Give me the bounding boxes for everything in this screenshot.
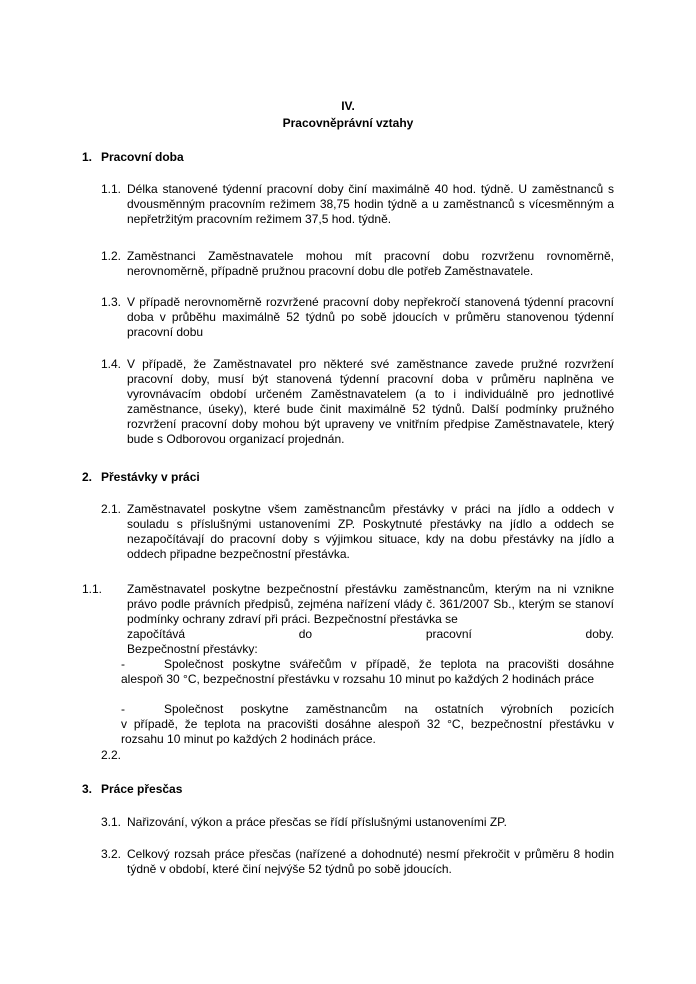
item-number: 3.1. bbox=[101, 815, 122, 829]
bullet-rest: v případě, že teplota na pracovišti dosáhne alespoň 32 °C, bezpečnostní přestávku v rozsahu 10 minut po každých 2 hodinách práce. bbox=[121, 717, 614, 746]
item-number: 2.1. bbox=[101, 502, 122, 516]
split-word: pracovní bbox=[425, 627, 472, 641]
bullet-dash: - bbox=[121, 702, 125, 716]
bullet-dash: - bbox=[121, 657, 125, 671]
item-text: V případě nerovnoměrně rozvržené pracovní doby nepřekročí stanovená týdenní pracovní doba v průběhu maximálně 52 týdnů po sobě jdoucích v průměru stanovenou týdenní pracovní dobu bbox=[127, 295, 614, 339]
section-title: Pracovní doba bbox=[101, 150, 184, 164]
bullet-rest: alespoň 30 °C, bezpečnostní přestávku v rozsahu 10 minut po každých 2 hodinách práce bbox=[121, 672, 595, 686]
item-text: Zaměstnavatel poskytne všem zaměstnancům přestávky v práci na jídlo a oddech v souladu s příslušnými ustanoveními ZP. Poskytnuté přestávky na jídlo a oddech se nezapočítávají do pracovní doby s výjimkou situace, kdy na dobu přestávky na jídlo a oddech připadne bezpečnostní přestávka. bbox=[127, 502, 614, 561]
item-text: V případě, že Zaměstnavatel pro některé své zaměstnance zavede pružné rozvržení pracovní doby, musí být stanovená týdenní pracovní doba v průměru naplněna ve vyrovnávacím období určeném Zaměstnavatelem (a to i individuálně pro jednotlivé zaměstnance, úseky), které bude činit maximálně 52 týdnů. Další podmínky pružného rozvržení pracovní doby mohou být upraveny ve vnitřním předpise Zaměstnavatele, který bude s Odborovou organizací projednán. bbox=[127, 357, 614, 446]
split-word: do bbox=[298, 627, 313, 641]
item-text: Nařizování, výkon a práce přesčas se řídí příslušnými ustanoveními ZP. bbox=[127, 815, 507, 829]
bullets-heading: Bezpečnostní přestávky: bbox=[127, 642, 258, 656]
item-number: 1.2. bbox=[101, 249, 122, 263]
item-number: 1.1. bbox=[101, 182, 122, 196]
split-word: započítává bbox=[127, 627, 186, 641]
chapter-title: Pracovněprávní vztahy bbox=[282, 116, 414, 130]
item-text: Celkový rozsah práce přesčas (nařízené a dohodnuté) nesmí překročit v průměru 8 hodin týdně v období, které činí nejvýše 52 týdnů po sobě jdoucích. bbox=[127, 847, 614, 876]
section-number: 1. bbox=[82, 150, 93, 164]
section-number: 3. bbox=[82, 782, 93, 796]
section-number: 2. bbox=[82, 470, 93, 484]
item-number: 1.3. bbox=[101, 295, 122, 309]
split-word: doby. bbox=[585, 627, 615, 641]
item-number: 2.2. bbox=[101, 748, 122, 762]
chapter-number: IV. bbox=[341, 99, 355, 113]
bullet-first-line: Společnost poskytne svářečům v případě, že teplota na pracovišti dosáhne bbox=[164, 657, 614, 671]
item-text: Zaměstnanci Zaměstnavatele mohou mít pracovní dobu rozvrženu rovnoměrně, nerovnoměrně, případně pružnou pracovní dobu dle potřeb Zaměstnavatele. bbox=[127, 249, 614, 278]
item-number: 1.4. bbox=[101, 357, 122, 371]
section-title: Přestávky v práci bbox=[101, 470, 200, 484]
item-number: 3.2. bbox=[101, 847, 122, 861]
item-number: 1.1. bbox=[82, 582, 103, 596]
bullet-first-line: Společnost poskytne zaměstnancům na ostatních výrobních pozicích bbox=[164, 702, 614, 716]
item-text: Zaměstnavatel poskytne bezpečnostní přestávku zaměstnancům, kterým na ni vznikne právo podle právních předpisů, zejména nařízení vlády č. 361/2007 Sb., kterým se stanoví podmínky ochrany zdraví při práci. Bezpečnostní přestávka se bbox=[127, 582, 614, 626]
item-text: Délka stanovené týdenní pracovní doby činí maximálně 40 hod. týdně. U zaměstnanců s dvousměnným pracovním režimem 38,75 hodin týdně a u zaměstnanců s vícesměnným a nepřetržitým pracovním režimem 37,5 hod. týdně. bbox=[127, 182, 614, 226]
section-title: Práce přesčas bbox=[101, 782, 183, 796]
split-line bbox=[127, 627, 614, 642]
